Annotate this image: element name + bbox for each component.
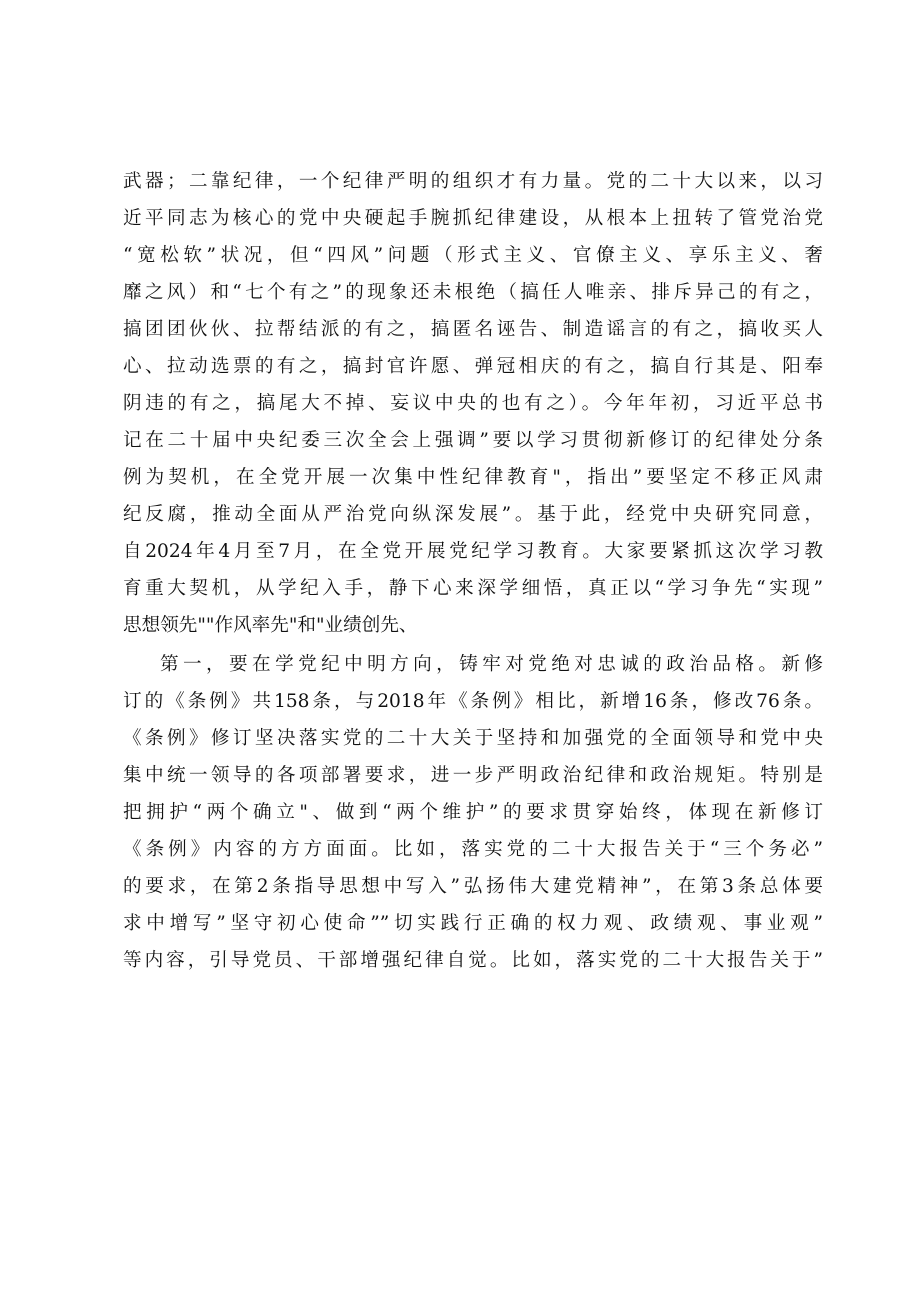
text-line: 第一，要在学党纪中明方向，铸牢对党绝对忠诚的政治品格。新修 <box>160 654 823 675</box>
text-line: 自2024年4月至7月，在全党开展党纪学习教育。大家要紧抓这次学习教 <box>123 541 823 562</box>
text-line: 《条例》修订坚决落实党的二十大关于坚持和加强党的全面领导和党中央 <box>123 728 823 749</box>
text-line: 订的《条例》共158条，与2018年《条例》相比，新增16条，修改76条。 <box>123 691 823 712</box>
text-line: 搞团团伙伙、拉帮结派的有之，搞匿名诬告、制造谣言的有之，搞收买人 <box>123 319 823 340</box>
text-line: 武器；二靠纪律，一个纪律严明的组织才有力量。党的二十大以来，以习 <box>123 171 823 192</box>
text-line: 例为契机，在全党开展一次集中性纪律教育"，指出”要坚定不移正风肃 <box>123 467 823 488</box>
text-line: 的要求，在第2条指导思想中写入”弘扬伟大建党精神”，在第3条总体要 <box>123 876 823 897</box>
text-line: 《条例》内容的方方面面。比如，落实党的二十大报告关于“三个务必” <box>123 839 823 860</box>
text-line: “宽松软”状况，但“四风”问题（形式主义、官僚主义、享乐主义、奢 <box>123 245 823 266</box>
text-line: 近平同志为核心的党中央硬起手腕抓纪律建设，从根本上扭转了管党治党 <box>123 208 823 229</box>
text-line: 思想领先""作风率先"和"业绩创先、 <box>123 615 418 636</box>
text-line: 集中统一领导的各项部署要求，进一步严明政治纪律和政治规矩。特别是 <box>123 765 823 786</box>
text-line: 等内容，引导党员、干部增强纪律自觉。比如，落实党的二十大报告关于” <box>123 950 823 971</box>
text-line: 心、拉动选票的有之，搞封官许愿、弹冠相庆的有之，搞自行其是、阳奉 <box>123 356 823 377</box>
text-line: 靡之风）和“七个有之”的现象还未根绝（搞任人唯亲、排斥异己的有之， <box>123 282 823 303</box>
text-line: 阴违的有之，搞尾大不掉、妄议中央的也有之）。今年年初，习近平总书 <box>123 393 823 414</box>
text-line: 育重大契机，从学纪入手，静下心来深学细悟，真正以“学习争先“实现” <box>123 578 823 599</box>
text-line: 求中增写”坚守初心使命””切实践行正确的权力观、政绩观、事业观” <box>123 913 823 934</box>
text-line: 纪反腐，推动全面从严治党向纵深发展”。基于此，经党中央研究同意， <box>123 504 823 525</box>
paragraph-2 <box>123 646 823 979</box>
text-line: 记在二十届中央纪委三次全会上强调”要以学习贯彻新修订的纪律处分条 <box>123 430 823 451</box>
paragraph-1 <box>123 163 823 644</box>
document-body <box>123 163 823 979</box>
text-line: 把拥护“两个确立"、做到“两个维护”的要求贯穿始终，体现在新修订 <box>123 802 823 823</box>
